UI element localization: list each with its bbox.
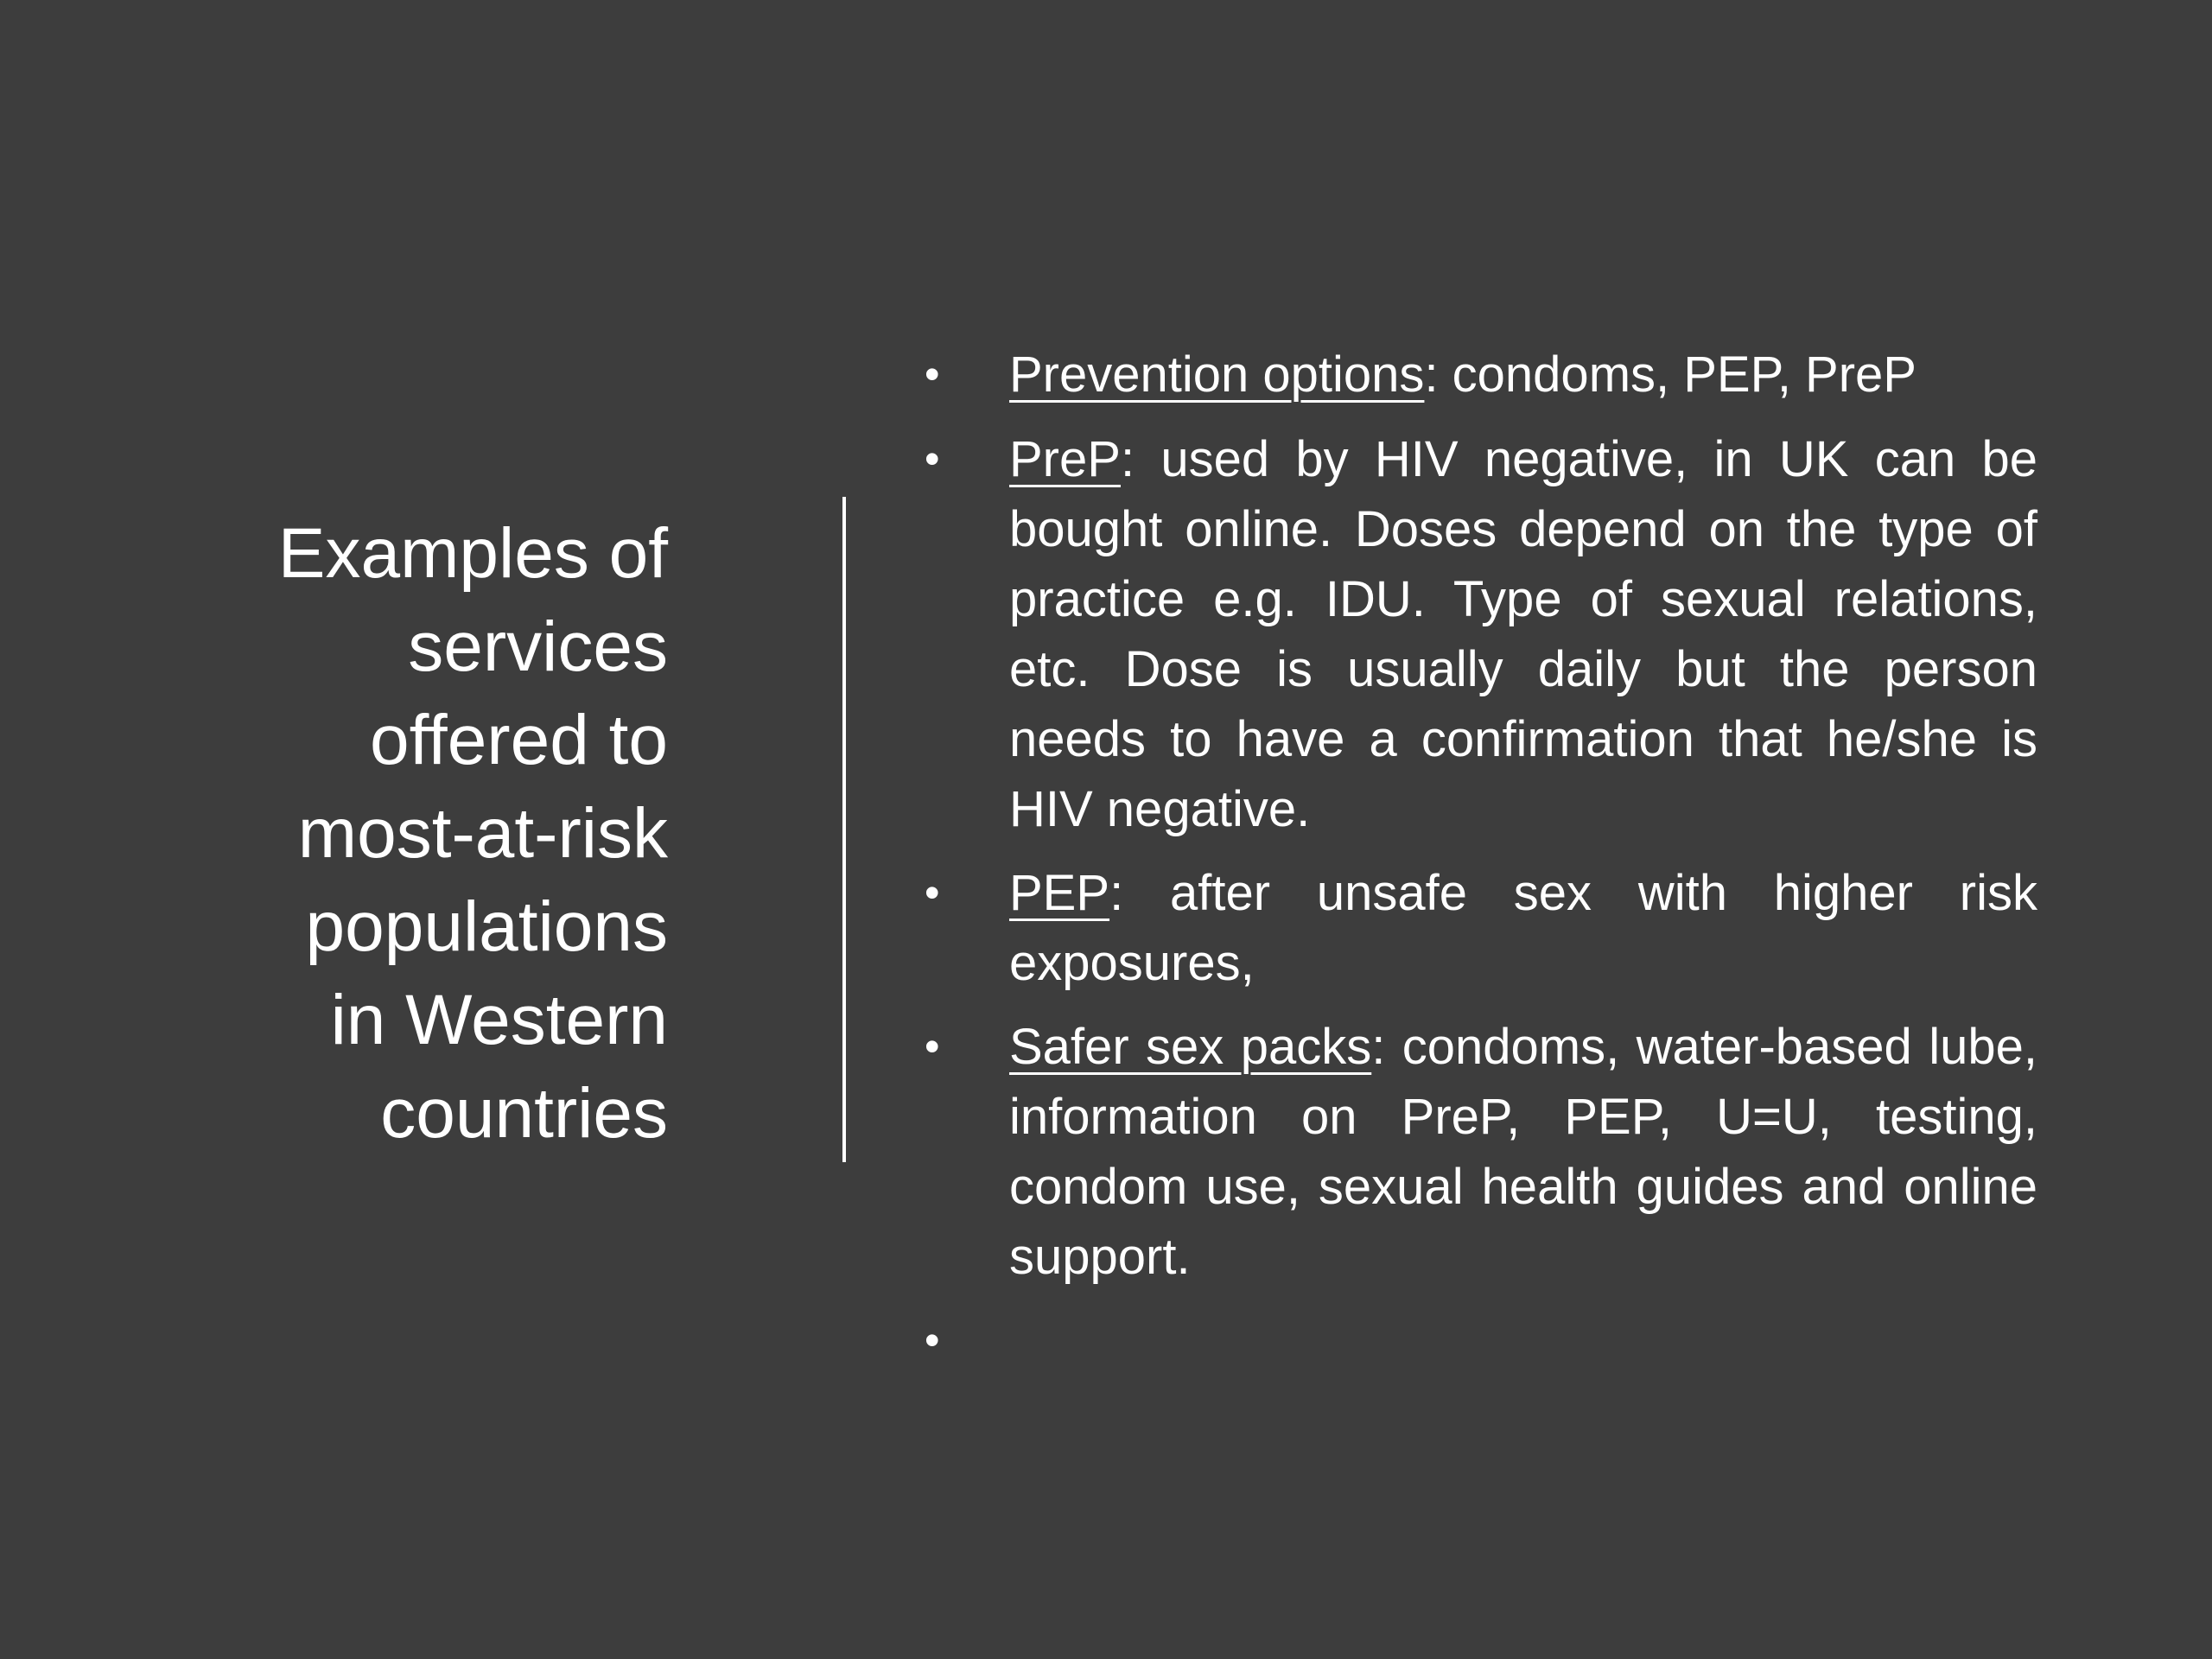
bullet-term: PreP	[1009, 431, 1121, 487]
title-line-1: Examples of	[277, 514, 668, 593]
bullet-safer-sex-packs	[916, 1012, 2037, 1292]
title-line-5: populations	[305, 887, 668, 966]
title-line-6: in Western	[330, 981, 668, 1059]
bullet-prep	[916, 424, 2037, 844]
bullet-dot-icon: •	[925, 1316, 940, 1364]
bullet-body: : condoms, water-based lube, information on PreP, PEP, U=U, testing, condom use, sexual health guides and online support.	[1009, 1019, 2037, 1285]
bullet-list	[916, 340, 2037, 1389]
bullet-term: PEP	[1009, 865, 1110, 921]
bullet-term: Prevention options	[1009, 346, 1425, 403]
bullet-dot-icon: •	[925, 1022, 940, 1071]
bullet-dot-icon: •	[925, 350, 940, 398]
bullet-dot-icon: •	[925, 435, 940, 483]
bullet-text	[1009, 346, 1916, 403]
slide-title	[201, 507, 668, 1160]
bullet-pep	[916, 858, 2037, 998]
title-line-3: offered to	[370, 701, 668, 779]
bullet-dot-icon: •	[925, 868, 940, 917]
bullet-body: : used by HIV negative, in UK can be bought online. Doses depend on the type of practice e.g. IDU. Type of sexual relations, etc. Dose is usually daily but the person needs to have a confirmation that he/she is HIV negative.	[1009, 431, 2037, 837]
title-line-4: most-at-risk	[297, 794, 668, 873]
bullet-body: : condoms, PEP, PreP	[1424, 346, 1916, 403]
bullet-term: Safer sex packs	[1009, 1019, 1372, 1075]
title-line-2: services	[408, 607, 668, 686]
bullet-prevention-options	[916, 340, 2037, 410]
vertical-divider	[842, 497, 846, 1162]
bullet-empty	[916, 1306, 2037, 1376]
bullet-body: : after unsafe sex with higher risk exposures,	[1009, 865, 2037, 991]
title-line-7: countries	[380, 1074, 668, 1153]
